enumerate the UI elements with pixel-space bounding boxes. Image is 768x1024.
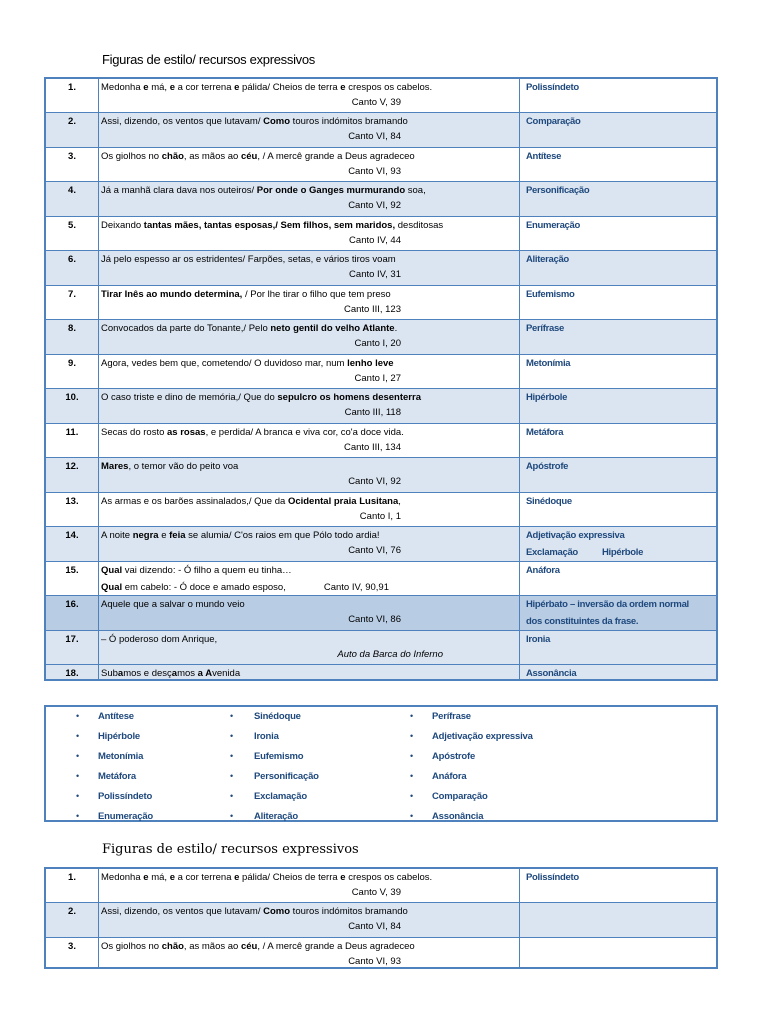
example-cell [99, 354, 520, 388]
example-cell [99, 526, 520, 561]
table-row [45, 147, 717, 181]
table-row [45, 595, 717, 630]
figure-cell [520, 526, 718, 561]
bullet-icon: • [410, 791, 414, 801]
text-part: , e perdida/ A branca e viva cor, co'a doce vida. [205, 426, 404, 438]
example-text [99, 79, 519, 93]
text-part: crespos os cabelos. [345, 82, 433, 93]
canto-reference: Auto da Barca do Inferno [337, 648, 443, 660]
bullet-icon: • [230, 711, 234, 721]
list-item: Eufemismo [254, 751, 304, 762]
text-bold: negra [132, 529, 159, 541]
list-item: Hipérbole [98, 731, 141, 742]
figure-cell [520, 492, 718, 526]
canto-reference: Canto V, 39 [351, 887, 401, 898]
page-title: Figuras de estilo/ recursos expressivos [102, 52, 316, 67]
text-part: Agora, vedes bem que, cometendo/ O duvidoso mar, num [101, 357, 348, 369]
text-part: se alumia/ C'os raios em que Pólo todo ardia! [185, 529, 380, 541]
example-cell [99, 388, 520, 423]
example-text [99, 562, 519, 576]
text-part: Assi, dizendo, os ventos que lutavam/ [101, 115, 264, 127]
row-number: 12. [45, 457, 99, 492]
figure-cell [520, 937, 718, 968]
figure-cell [520, 595, 718, 630]
figure-name: Eufemismo [526, 288, 575, 300]
table-row [45, 630, 717, 664]
canto-reference: Canto VI, 93 [348, 955, 401, 967]
figure-cell [520, 250, 718, 285]
text-part: , o temor vão do peito voa [128, 460, 239, 472]
canto-reference: Canto I, 20 [354, 337, 401, 349]
example-cell [99, 457, 520, 492]
example-text [99, 596, 519, 610]
text-part: em cabelo: - Ó doce e amado esposo, [122, 581, 286, 593]
text-part: soa, [405, 184, 426, 196]
canto-reference: Canto III, 123 [343, 303, 401, 315]
example-cell [99, 319, 520, 354]
figure-name: Sinédoque [526, 495, 572, 507]
text-part: Medonha [101, 872, 144, 883]
table-row [45, 285, 717, 319]
figure-cell [520, 902, 718, 937]
figure-name: Adjetivação expressiva [526, 529, 625, 541]
row-number: 13. [45, 492, 99, 526]
canto-reference: Canto VI, 86 [348, 613, 401, 625]
canto-reference: Canto VI, 92 [348, 475, 401, 487]
text-part: a cor terrena [174, 872, 235, 883]
text-part: / Por lhe tirar o filho que tem preso [242, 288, 391, 300]
bullet-icon: • [410, 771, 414, 781]
bullet-icon: • [76, 751, 80, 761]
canto-reference: Canto I, 1 [359, 510, 401, 522]
canto-reference: Canto V, 39 [351, 97, 401, 108]
text-part: , / A mercê grande a Deus agradeceo [257, 150, 415, 162]
figure-cell [520, 630, 718, 664]
text-bold: e [169, 82, 175, 93]
example-cell [99, 937, 520, 968]
text-part: crespos os cabelos. [345, 872, 433, 883]
example-text [99, 286, 519, 300]
text-part: Deixando [101, 219, 144, 231]
bullet-icon: • [76, 731, 80, 741]
example-cell [99, 216, 520, 250]
example-text [99, 251, 519, 265]
text-bold: Tirar Inês ao mundo determina, [101, 288, 243, 300]
text-bold: a A [197, 667, 213, 679]
figure-name-extra [526, 547, 710, 558]
text-bold: Como [263, 905, 291, 917]
figure-name: Hipérbole [526, 391, 568, 403]
table-row [45, 868, 717, 902]
text-part: – Ó poderoso dom Anrique, [101, 633, 218, 645]
bullet-icon: • [230, 731, 234, 741]
text-bold: Ocidental praia Lusitana [287, 495, 399, 507]
example-text [99, 355, 519, 369]
figure-cell [520, 112, 718, 147]
list-item: Metáfora [98, 771, 136, 782]
bullet-icon: • [410, 711, 414, 721]
text-bold: céu [240, 940, 258, 952]
text-part: O caso triste e dino de memória,/ Que do [101, 391, 278, 403]
figure-name: Hipérbole [601, 546, 644, 558]
text-part: Aquele que a salvar o mundo veio [101, 598, 245, 610]
list-item: Exclamação [254, 791, 307, 802]
figures-table-repeat [44, 867, 718, 969]
figure-name: Metonímia [526, 357, 571, 369]
table-row [45, 664, 717, 680]
example-cell [99, 285, 520, 319]
list-item: Apóstrofe [432, 751, 476, 762]
figure-name: Comparação [526, 115, 581, 127]
text-part: má, [148, 872, 170, 883]
canto-reference: Canto III, 134 [343, 441, 401, 453]
text-bold: lenho leve [347, 357, 394, 369]
list-item: Adjetivação expressiva [432, 731, 533, 742]
example-cell [99, 902, 520, 937]
example-cell [99, 181, 520, 216]
example-text [99, 148, 519, 162]
figure-name: Antítese [526, 150, 562, 162]
bullet-icon: • [76, 771, 80, 781]
figure-cell [520, 319, 718, 354]
list-item: Metonímia [98, 751, 144, 762]
example-text [99, 527, 519, 541]
figure-name: Personificação [526, 184, 590, 196]
text-part: Os giolhos no [101, 150, 162, 162]
figure-cell [520, 868, 718, 902]
list-item: Personificação [254, 771, 319, 782]
text-bold: a [171, 667, 178, 679]
text-bold: neto gentil do velho Atlante [270, 322, 395, 334]
row-number: 5. [45, 216, 99, 250]
example-text [99, 493, 519, 507]
row-number: 2. [45, 112, 99, 147]
list-item: Perífrase [432, 711, 471, 722]
table-row [45, 250, 717, 285]
example-text [99, 424, 519, 438]
table-row [45, 457, 717, 492]
text-bold: Qual [101, 581, 123, 593]
bullet-icon: • [410, 811, 414, 821]
text-part: Assi, dizendo, os ventos que lutavam/ [101, 905, 264, 917]
figure-name: Anáfora [526, 564, 560, 576]
figure-name-extra: dos constituintes da frase. [526, 615, 639, 627]
figure-cell [520, 664, 718, 680]
text-bold: e [234, 82, 240, 93]
list-item: Enumeração [98, 811, 154, 822]
text-part: pálida/ Cheios de terra [239, 82, 341, 93]
figures-list-box [44, 705, 718, 822]
row-number: 16. [45, 595, 99, 630]
text-part: desditosas [395, 219, 444, 231]
page-title-repeat: Figuras de estilo/ recursos expressivos [102, 842, 359, 857]
row-number: 4. [45, 181, 99, 216]
example-text [99, 665, 519, 679]
example-text [99, 389, 519, 403]
row-number: 10. [45, 388, 99, 423]
text-bold: e [340, 872, 346, 883]
example-cell [99, 250, 520, 285]
text-bold: chão [161, 940, 184, 952]
text-part: touros indómitos bramando [290, 115, 408, 127]
text-part: A noite [101, 529, 133, 541]
text-part: Secas do rosto [101, 426, 168, 438]
text-part: e [158, 529, 170, 541]
table-row [45, 526, 717, 561]
figure-name: Apóstrofe [526, 460, 569, 472]
canto-reference: Canto VI, 76 [348, 544, 401, 556]
row-number: 2. [45, 902, 99, 937]
list-item: Ironia [254, 731, 279, 742]
canto-reference: Canto I, 27 [354, 372, 401, 384]
text-part: Medonha [101, 82, 144, 93]
example-cell [99, 112, 520, 147]
bullet-icon: • [230, 811, 234, 821]
text-bold: e [169, 872, 175, 883]
text-part: Já a manhã clara dava nos outeiros/ [101, 184, 257, 196]
text-part: , as mãos ao [183, 150, 241, 162]
text-part: mos [177, 667, 198, 679]
row-number: 6. [45, 250, 99, 285]
text-bold: e [340, 82, 346, 93]
row-number: 8. [45, 319, 99, 354]
text-bold: e [143, 82, 149, 93]
text-bold: Qual [101, 564, 123, 576]
text-part: As armas e os barões assinalados,/ Que da [101, 495, 288, 507]
text-part: , / A mercê grande a Deus agradeceo [257, 940, 415, 952]
bullet-icon: • [230, 771, 234, 781]
row-number: 9. [45, 354, 99, 388]
example-cell [99, 492, 520, 526]
figure-cell [520, 354, 718, 388]
text-part: Convocados da parte do Tonante,/ Pelo [101, 322, 271, 334]
text-bold: Mares [101, 460, 129, 472]
example-text [99, 903, 519, 917]
figure-cell [520, 423, 718, 457]
text-part: touros indómitos bramando [290, 905, 408, 917]
example-text [99, 217, 519, 231]
text-part: mos e desç [123, 667, 172, 679]
text-bold: e [143, 872, 149, 883]
figure-name: Ironia [526, 633, 551, 645]
example-text [99, 458, 519, 472]
text-bold: Por onde o Ganges murmurando [256, 184, 406, 196]
figure-name: Enumeração [526, 219, 581, 231]
row-number: 14. [45, 526, 99, 561]
figure-name: Exclamação [526, 546, 578, 558]
list-item: Assonância [432, 811, 484, 822]
example-cell [99, 423, 520, 457]
text-part: venida [212, 667, 241, 679]
canto-reference: Canto VI, 84 [348, 130, 401, 142]
bullet-icon: • [230, 791, 234, 801]
figure-name: Metáfora [526, 426, 564, 438]
table-row [45, 423, 717, 457]
canto-reference: Canto III, 118 [344, 406, 401, 418]
text-part: Os giolhos no [101, 940, 162, 952]
bullet-icon: • [410, 731, 414, 741]
list-item: Antítese [98, 711, 134, 722]
row-number: 11. [45, 423, 99, 457]
bullet-icon: • [76, 711, 80, 721]
example-text [99, 182, 519, 196]
figure-cell [520, 388, 718, 423]
row-number: 1. [45, 78, 99, 112]
bullet-icon: • [410, 751, 414, 761]
text-bold: feia [169, 529, 186, 541]
figures-table [44, 77, 718, 681]
example-cell [99, 595, 520, 630]
figure-cell [520, 561, 718, 595]
figure-cell [520, 78, 718, 112]
list-item: Polissíndeto [98, 791, 153, 802]
text-bold: chão [161, 150, 184, 162]
table-row [45, 181, 717, 216]
text-part: , as mãos ao [183, 940, 241, 952]
table-row [45, 319, 717, 354]
canto-reference: Canto VI, 84 [348, 920, 401, 932]
text-bold: a [117, 667, 124, 679]
example-text-line2 [99, 576, 519, 593]
figure-cell [520, 181, 718, 216]
row-number: 1. [45, 868, 99, 902]
list-item: Comparação [432, 791, 488, 802]
bullet-icon: • [76, 811, 80, 821]
table-row [45, 78, 717, 112]
text-part: vai dizendo: - Ó filho a quem eu tinha… [122, 564, 292, 576]
text-part: pálida/ Cheios de terra [239, 872, 341, 883]
list-item: Sinédoque [254, 711, 301, 722]
table-row [45, 112, 717, 147]
canto-reference: Canto IV, 31 [349, 268, 401, 280]
row-number: 17. [45, 630, 99, 664]
row-number: 15. [45, 561, 99, 595]
example-cell [99, 147, 520, 181]
list-item: Anáfora [432, 771, 467, 782]
example-cell [99, 630, 520, 664]
text-part: Sub [101, 667, 118, 679]
row-number: 18. [45, 664, 99, 680]
table-row [45, 902, 717, 937]
row-number: 7. [45, 285, 99, 319]
figure-name: Hipérbato – inversão da ordem normal [526, 598, 689, 610]
example-cell [99, 78, 520, 112]
text-part: . [394, 322, 398, 334]
text-bold: sepulcro os homens desenterra [277, 391, 421, 403]
text-part: a cor terrena [174, 82, 235, 93]
example-cell [99, 868, 520, 902]
canto-reference: Canto VI, 93 [348, 165, 401, 177]
row-number: 3. [45, 147, 99, 181]
table-row [45, 937, 717, 968]
figure-name: Polissíndeto [526, 872, 579, 883]
text-part: Já pelo espesso ar os estridentes/ Farpões, setas, e vários tiros voam [101, 253, 396, 265]
table-row [45, 388, 717, 423]
table-row [45, 492, 717, 526]
canto-reference: Canto IV, 90,91 [323, 581, 389, 593]
figure-cell [520, 147, 718, 181]
table-row [45, 216, 717, 250]
text-bold: céu [240, 150, 258, 162]
canto-reference: Canto VI, 92 [348, 199, 401, 211]
bullet-icon: • [230, 751, 234, 761]
example-cell [99, 664, 520, 680]
figure-name: Polissíndeto [526, 82, 579, 93]
example-cell [99, 561, 520, 595]
text-part: , [398, 495, 401, 507]
table-row [45, 561, 717, 595]
text-part: má, [148, 82, 170, 93]
text-bold: e [234, 872, 240, 883]
bullet-icon: • [76, 791, 80, 801]
figure-cell [520, 285, 718, 319]
example-text [99, 938, 519, 952]
figure-cell [520, 457, 718, 492]
table-row [45, 354, 717, 388]
figure-cell [520, 216, 718, 250]
row-number: 3. [45, 937, 99, 968]
text-bold: Como [263, 115, 291, 127]
figure-name: Perífrase [526, 322, 564, 334]
figure-name: Assonância [526, 667, 577, 679]
figure-name: Aliteração [526, 253, 569, 265]
example-text [99, 631, 519, 645]
text-bold: tantas mães, tantas esposas,/ Sem filhos, sem maridos, [143, 219, 396, 231]
example-text [99, 113, 519, 127]
list-item: Aliteração [254, 811, 298, 822]
text-bold: as rosas [167, 426, 206, 438]
canto-reference: Canto IV, 44 [349, 234, 401, 246]
example-text [99, 869, 519, 883]
example-text [99, 320, 519, 334]
